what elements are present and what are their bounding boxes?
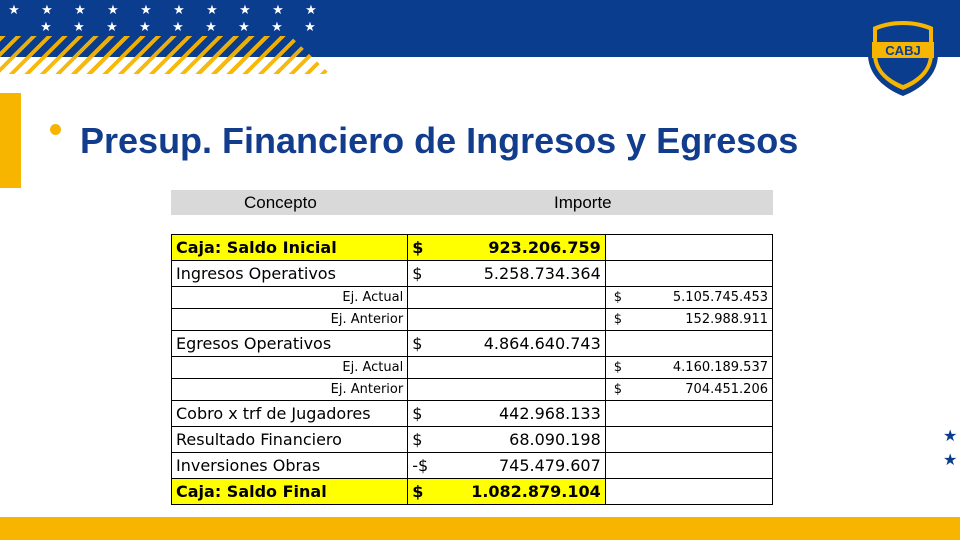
- star-icon: ★: [107, 2, 119, 17]
- concepto-cell: Caja: Saldo Final: [172, 479, 408, 505]
- concepto-cell: Ej. Anterior: [172, 309, 408, 331]
- importe-cell: [408, 331, 606, 357]
- importe-cell: [408, 379, 606, 401]
- table-header: [171, 190, 773, 215]
- sub-importe-cell: [605, 379, 772, 401]
- slide-title: Presup. Financiero de Ingresos y Egresos: [80, 120, 799, 161]
- concepto-cell: Ej. Actual: [172, 357, 408, 379]
- sub-importe-cell: [605, 479, 772, 505]
- sub-importe-cell: [605, 357, 772, 379]
- amount-value: 5.258.734.364: [483, 264, 601, 283]
- concepto-cell: Ej. Anterior: [172, 379, 408, 401]
- importe-cell: [408, 287, 606, 309]
- table-row: [172, 261, 773, 287]
- star-icon: ★: [74, 2, 86, 17]
- importe-cell: [408, 479, 606, 505]
- star-icon: ★: [271, 19, 283, 34]
- amount-value: 923.206.759: [488, 238, 601, 257]
- sub-amount-value: 152.988.911: [685, 312, 768, 327]
- importe-cell: [408, 261, 606, 287]
- table-row: [172, 331, 773, 357]
- star-icon: ★: [943, 428, 958, 445]
- star-icon: ★: [139, 19, 151, 34]
- currency-symbol: $: [412, 404, 423, 423]
- star-icon: ★: [305, 2, 317, 17]
- sub-importe-cell: [605, 287, 772, 309]
- sub-amount-value: 704.451.206: [685, 382, 768, 397]
- star-icon: ★: [73, 19, 85, 34]
- sub-importe-cell: [605, 427, 772, 453]
- star-icon: ★: [40, 19, 52, 34]
- sub-importe-cell: [605, 309, 772, 331]
- star-icon: ★: [172, 19, 184, 34]
- budget-table: [171, 234, 773, 505]
- star-icon: ★: [173, 2, 185, 17]
- importe-cell: [408, 235, 606, 261]
- concepto-cell: Inversiones Obras: [172, 453, 408, 479]
- sub-importe-cell: [605, 235, 772, 261]
- importe-cell: [408, 357, 606, 379]
- currency-symbol: $: [412, 264, 423, 283]
- importe-cell: [408, 309, 606, 331]
- table-row: [172, 427, 773, 453]
- currency-symbol: $: [412, 482, 424, 501]
- sub-currency-symbol: $: [613, 312, 623, 327]
- star-icon: ★: [41, 2, 53, 17]
- table-row: [172, 309, 773, 331]
- sub-amount-value: 5.105.745.453: [672, 290, 768, 305]
- bullet-icon: [50, 124, 61, 135]
- currency-symbol: $: [412, 430, 423, 449]
- sub-importe-cell: [605, 331, 772, 357]
- star-icon: ★: [140, 2, 152, 17]
- importe-cell: [408, 401, 606, 427]
- table-row: [172, 401, 773, 427]
- concepto-cell: Caja: Saldo Inicial: [172, 235, 408, 261]
- sub-amount-value: 4.160.189.537: [672, 360, 768, 375]
- currency-symbol: $: [412, 334, 423, 353]
- table-row: [172, 235, 773, 261]
- amount-value: 1.082.879.104: [471, 482, 601, 501]
- sub-currency-symbol: $: [613, 382, 623, 397]
- concepto-cell: Egresos Operativos: [172, 331, 408, 357]
- crest-text: CABJ: [885, 43, 921, 58]
- header-importe: Importe: [554, 193, 612, 212]
- bottom-banner: [0, 517, 960, 540]
- star-icon: ★: [8, 2, 20, 17]
- table-row: [172, 357, 773, 379]
- star-icon: ★: [238, 19, 250, 34]
- table-row: [172, 453, 773, 479]
- star-icon: ★: [239, 2, 251, 17]
- star-icon: ★: [205, 19, 217, 34]
- importe-cell: [408, 453, 606, 479]
- left-accent-bar: [0, 93, 21, 188]
- concepto-cell: Resultado Financiero: [172, 427, 408, 453]
- table-row: [172, 379, 773, 401]
- sub-importe-cell: [605, 453, 772, 479]
- table-row: [172, 479, 773, 505]
- sub-importe-cell: [605, 261, 772, 287]
- amount-value: 745.479.607: [498, 456, 601, 475]
- amount-value: 4.864.640.743: [483, 334, 601, 353]
- amount-value: 68.090.198: [509, 430, 601, 449]
- sub-currency-symbol: $: [613, 360, 623, 375]
- currency-symbol: $: [412, 238, 424, 257]
- concepto-cell: Ej. Actual: [172, 287, 408, 309]
- star-icon: ★: [206, 2, 218, 17]
- table-row: [172, 287, 773, 309]
- star-icon: ★: [106, 19, 118, 34]
- sub-importe-cell: [605, 401, 772, 427]
- star-icon: ★: [943, 452, 958, 469]
- star-icon: ★: [272, 2, 284, 17]
- shield-crest-icon: [866, 14, 940, 98]
- concepto-cell: Ingresos Operativos: [172, 261, 408, 287]
- sub-currency-symbol: $: [613, 290, 623, 305]
- currency-symbol: -$: [412, 456, 429, 475]
- star-icon: ★: [304, 19, 316, 34]
- diagonal-stripes: [0, 36, 330, 74]
- amount-value: 442.968.133: [498, 404, 601, 423]
- importe-cell: [408, 427, 606, 453]
- header-concepto: Concepto: [244, 193, 317, 212]
- concepto-cell: Cobro x trf de Jugadores: [172, 401, 408, 427]
